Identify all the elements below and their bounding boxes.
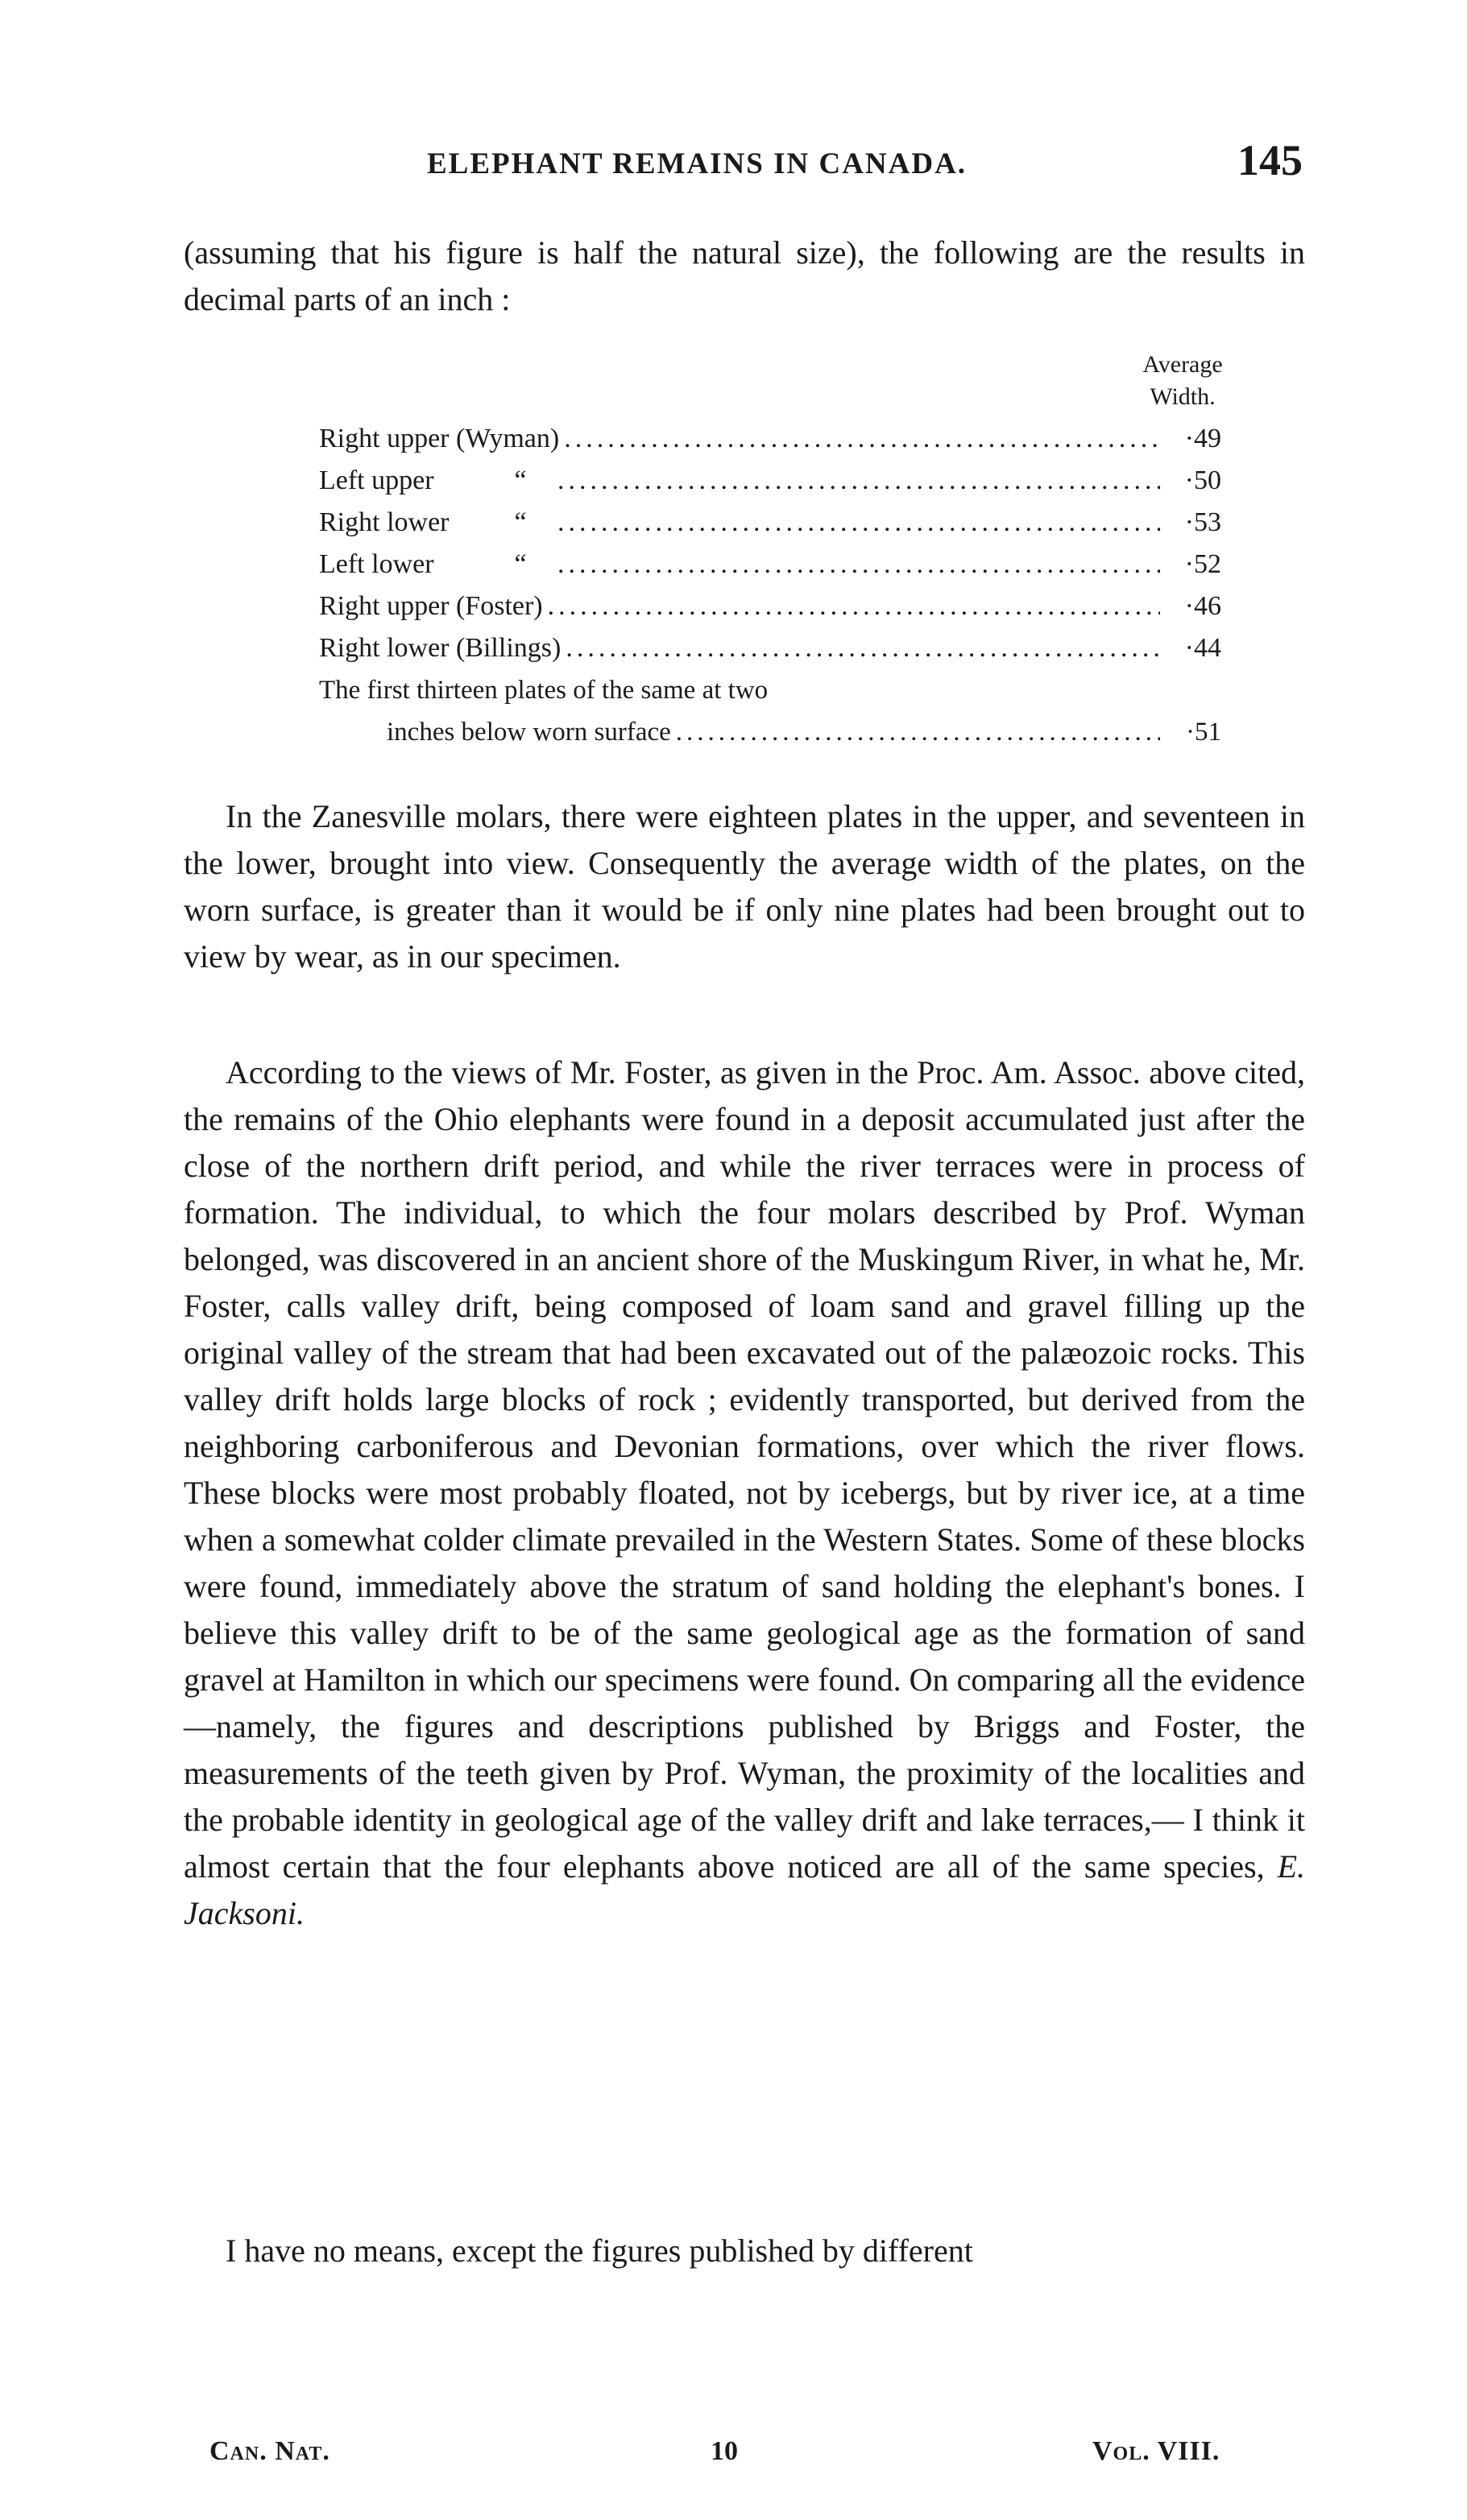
ditto-mark: “: [514, 549, 527, 579]
leader-dots: [564, 419, 1160, 459]
footer-journal: Can. Nat.: [209, 2436, 330, 2466]
row-value: ·52: [1184, 549, 1221, 579]
body-paragraph: In the Zanesville molars, there were eighteen plates in the upper, and seventeen in the lower, brought into view. Consequently the average width of the plates, on the worn surface, is greater than it would be if only nine plates had been brought out to view by wear, as in our specimen.: [184, 798, 1305, 974]
footer-signature: 10: [711, 2436, 738, 2466]
leader-dots: [566, 628, 1160, 668]
body-paragraph: [184, 1049, 1305, 1937]
row-label: Right upper (Foster): [319, 591, 543, 621]
table-note-line: The first thirteen plates of the same at two: [319, 676, 769, 705]
table-row: [319, 544, 1221, 585]
leader-dots: [548, 586, 1160, 627]
note-value: ·51: [1186, 718, 1221, 747]
row-value: ·53: [1184, 507, 1221, 537]
row-label: Right lower (Billings): [319, 633, 562, 663]
row-label: Left lower: [319, 549, 434, 579]
ditto-mark: “: [514, 466, 527, 495]
table-row: [319, 461, 1221, 501]
row-label: Left upper: [319, 466, 434, 495]
row-value: ·50: [1184, 466, 1221, 495]
footer-volume: Vol. VIII.: [1092, 2436, 1220, 2466]
leader-dots: [676, 712, 1160, 752]
note-label: inches below worn surface: [387, 718, 671, 747]
leader-dots: [557, 544, 1160, 585]
table-column-header: Average Width.: [1142, 351, 1223, 410]
table-row: [319, 628, 1221, 668]
table-row: [319, 503, 1221, 543]
body-paragraph: I have no means, except the figures published by different: [226, 2232, 973, 2269]
table-note-row: [387, 712, 1221, 752]
table-row: [319, 419, 1221, 459]
table-row: [319, 586, 1221, 627]
row-value: ·46: [1184, 591, 1221, 621]
species-name: E. Jacksoni.: [184, 1848, 1305, 1931]
ditto-mark: “: [514, 507, 527, 537]
running-title: ELEPHANT REMAINS IN CANADA.: [427, 147, 968, 180]
row-value: ·44: [1184, 633, 1221, 663]
row-label: Right lower: [319, 507, 450, 537]
paragraph-text: According to the views of Mr. Foster, as given in the Proc. Am. Assoc. above cited, the remains of the Ohio elephants were found in a deposit accumulated just after the close of the northern drift period, and while the river terraces were in process of formation. The individual, to which the four molars described by Prof. Wyman belonged, was discovered in an ancient shore of the Muskingum River, in what he, Mr. Foster, calls valley drift, being composed of loam sand and gravel filling up the original valley of the stream that had been excavated out of the palæozoic rocks. This valley drift holds large blocks of rock ; evidently transported, but derived from the neighboring carboniferous and Devonian formations, over which the river flows. These blocks were most probably floated, not by icebergs, but by river ice, at a time when a somewhat colder climate prevailed in the Western States. Some of these blocks were found, immediately above the stratum of sand holding the elephant's bones. I believe this valley drift to be of the same geological age as the formation of sand gravel at Hamilton in which our specimens were found. On comparing all the evidence—namely, the figures and descriptions published by Briggs and Foster, the measurements of the teeth given by Prof. Wyman, the proximity of the localities and the probable identity in geological age of the valley drift and lake terraces,— I think it almost certain that the four elephants above noticed are all of the same species,: [184, 1054, 1305, 1885]
leader-dots: [557, 461, 1160, 501]
row-value: ·49: [1184, 424, 1221, 453]
leader-dots: [557, 503, 1160, 543]
intro-paragraph: (assuming that his figure is half the natural size), the following are the results in decimal parts of an inch :: [184, 234, 1305, 317]
row-label: Right upper (Wyman): [319, 424, 560, 453]
page-number: 145: [1237, 136, 1303, 184]
